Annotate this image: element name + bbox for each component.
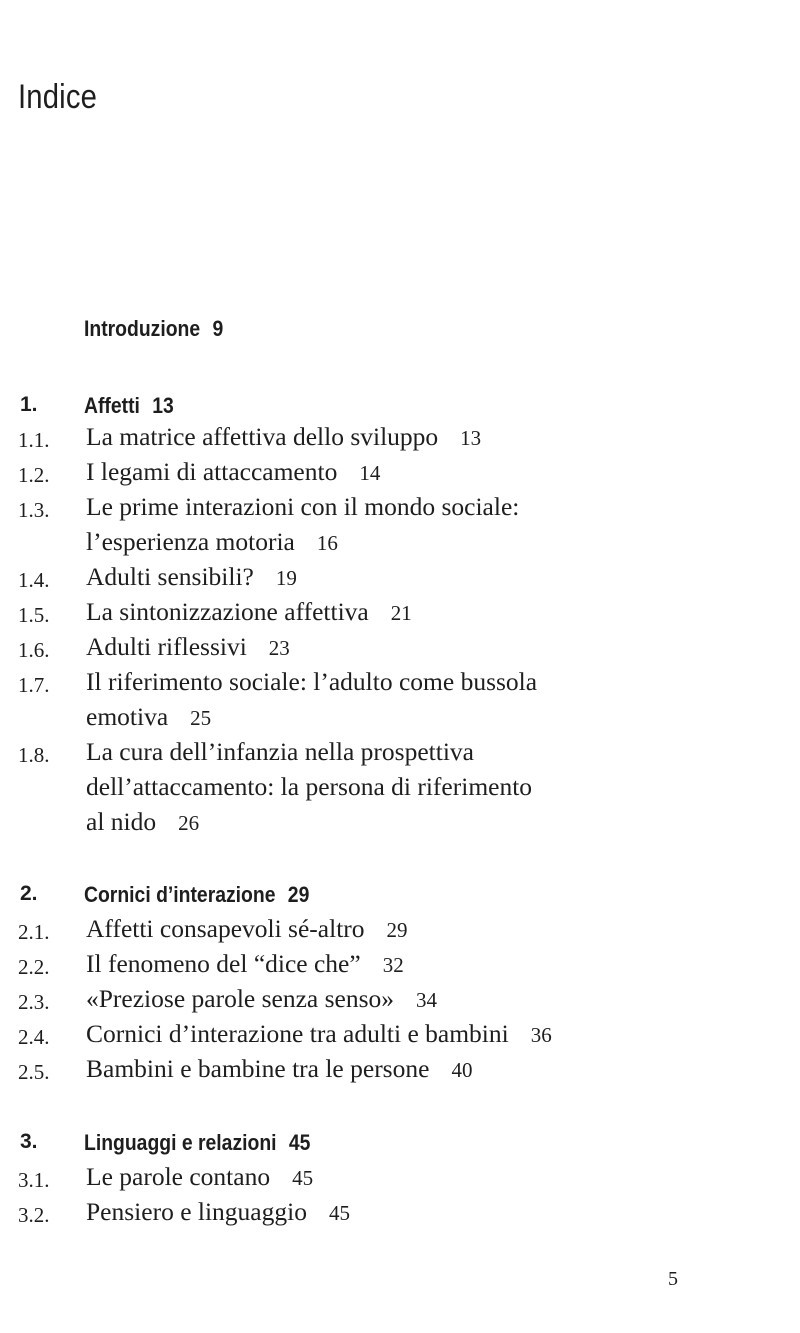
section-page: 23 <box>268 636 290 660</box>
section-title <box>86 984 437 1014</box>
section-title <box>86 1019 552 1049</box>
section-title <box>86 914 408 944</box>
section-title <box>86 632 290 662</box>
toc-chapter-1[interactable] <box>0 393 800 423</box>
toc-chapter-2[interactable] <box>0 882 800 912</box>
section-page: 29 <box>386 918 408 942</box>
section-title <box>86 1162 313 1192</box>
section-title-line: Bambini e bambine tra le persone <box>86 1054 430 1083</box>
section-page: 36 <box>530 1023 552 1047</box>
chapter-page: 29 <box>287 882 310 907</box>
chapter-title-group <box>84 1130 310 1156</box>
section-title-line: dell’attaccamento: la persona di riferimento <box>86 772 533 801</box>
chapter-page: 45 <box>288 1130 311 1155</box>
section-page: 13 <box>460 426 482 450</box>
chapter-number: 2. <box>20 882 38 905</box>
section-title-line: al nido <box>86 807 157 836</box>
section-title <box>86 949 404 979</box>
toc-intro-page: 9 <box>212 316 224 341</box>
section-page: 21 <box>390 601 412 625</box>
section-title-line: l’esperienza motoria <box>86 527 295 556</box>
section-page: 16 <box>316 531 338 555</box>
section-page: 40 <box>451 1058 473 1082</box>
section-title-line: Le prime interazioni con il mondo sociale: <box>86 492 520 521</box>
chapter-page: 13 <box>152 393 174 418</box>
section-number: 1.4. <box>18 568 50 592</box>
section-page: 32 <box>382 953 404 977</box>
section-page: 45 <box>292 1166 314 1190</box>
section-page: 34 <box>416 988 438 1012</box>
section-title-line: I legami di attaccamento <box>86 457 338 486</box>
toc-intro[interactable] <box>0 316 800 346</box>
section-number: 2.2. <box>18 955 50 979</box>
section-title <box>86 1197 350 1227</box>
section-title <box>86 1054 472 1084</box>
section-number: 2.3. <box>18 990 50 1014</box>
toc-chapter-3[interactable] <box>0 1130 800 1160</box>
section-page: 19 <box>275 566 297 590</box>
section-title <box>86 527 338 557</box>
section-number: 3.1. <box>18 1168 50 1192</box>
section-number: 1.1. <box>18 428 50 452</box>
section-title-line: emotiva <box>86 702 169 731</box>
section-number: 1.8. <box>18 743 50 767</box>
section-title <box>86 457 380 487</box>
section-title-line: Pensiero e linguaggio <box>86 1197 307 1226</box>
section-title <box>86 422 481 452</box>
section-title-line: La sintonizzazione affettiva <box>86 597 369 626</box>
section-number: 3.2. <box>18 1203 50 1227</box>
toc-intro-title-group <box>84 316 223 342</box>
page-title: Indice <box>18 78 98 116</box>
chapter-title: Linguaggi e relazioni <box>84 1130 277 1155</box>
section-title-line: Il riferimento sociale: l’adulto come bussola <box>86 667 538 696</box>
section-page: 45 <box>328 1201 350 1225</box>
chapter-number: 3. <box>20 1130 38 1153</box>
toc-intro-title: Introduzione <box>84 316 201 341</box>
section-number: 1.2. <box>18 463 50 487</box>
page-number: 5 <box>668 1268 678 1290</box>
section-title-line: Le parole contano <box>86 1162 271 1191</box>
section-title-line: «Preziose parole senza senso» <box>86 984 395 1013</box>
section-title-line: Il fenomeno del “dice che” <box>86 949 361 978</box>
section-number: 1.7. <box>18 673 50 697</box>
section-title-line: La cura dell’infanzia nella prospettiva <box>86 737 474 766</box>
section-title-line: Adulti sensibili? <box>86 562 254 591</box>
section-number: 2.1. <box>18 920 50 944</box>
section-title-line: Cornici d’interazione tra adulti e bambini <box>86 1019 509 1048</box>
section-number: 1.3. <box>18 498 50 522</box>
chapter-title-group <box>84 882 309 908</box>
section-page: 26 <box>178 811 200 835</box>
chapter-title: Affetti <box>84 393 140 418</box>
section-number: 2.5. <box>18 1060 50 1084</box>
chapter-number: 1. <box>20 393 38 416</box>
section-title <box>86 597 412 627</box>
section-page: 14 <box>359 461 381 485</box>
section-page: 25 <box>190 706 212 730</box>
section-title <box>86 562 297 592</box>
section-title-line: La matrice affettiva dello sviluppo <box>86 422 439 451</box>
section-title <box>86 702 211 732</box>
chapter-title-group <box>84 393 174 419</box>
section-title-line: Adulti riflessivi <box>86 632 247 661</box>
section-number: 2.4. <box>18 1025 50 1049</box>
section-number: 1.5. <box>18 603 50 627</box>
section-number: 1.6. <box>18 638 50 662</box>
chapter-title: Cornici d’interazione <box>84 882 276 907</box>
section-title <box>86 807 199 837</box>
section-title-line: Affetti consapevoli sé-altro <box>86 914 365 943</box>
